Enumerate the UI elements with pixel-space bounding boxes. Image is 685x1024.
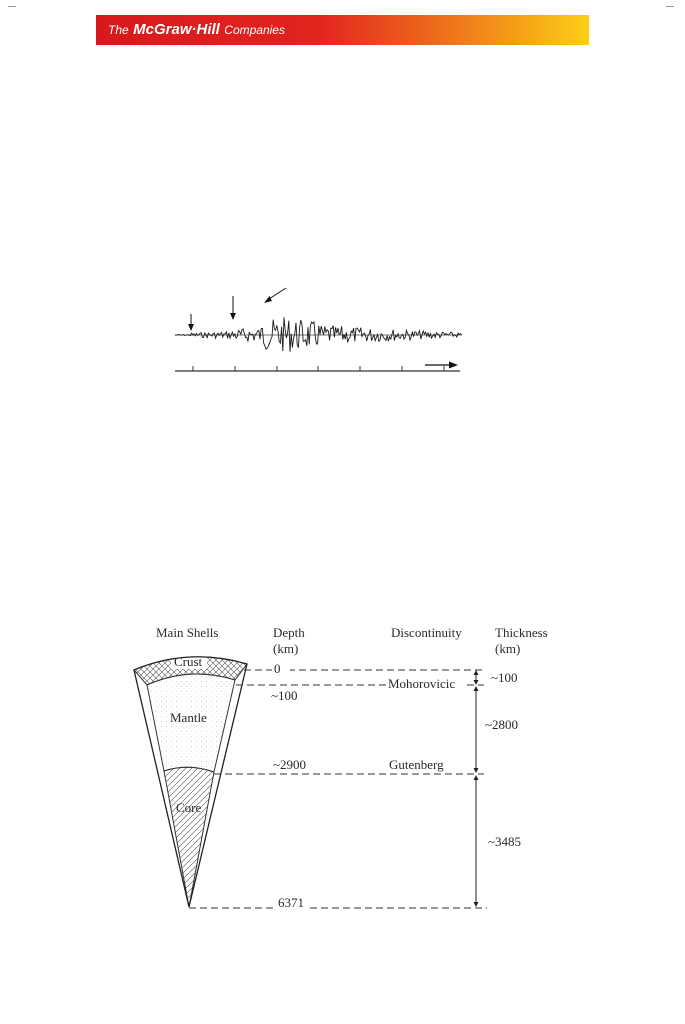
- discontinuity-mohorovicic: Mohorovicic: [388, 676, 456, 691]
- core-wedge: [164, 767, 214, 907]
- brand-prefix: The: [108, 23, 129, 37]
- header-depth-unit: (km): [273, 641, 299, 656]
- depth-label-2900: ~2900: [273, 757, 307, 772]
- header-main-shells: Main Shells: [156, 625, 219, 640]
- header-thickness-unit: (km): [495, 641, 521, 656]
- boundary-lines: [189, 670, 487, 908]
- brand-name: McGraw·Hill: [133, 21, 220, 38]
- header-discontinuity: Discontinuity: [391, 625, 462, 640]
- thickness-arrows: [474, 670, 479, 907]
- brand-suffix: Companies: [224, 23, 285, 37]
- shell-label-crust: Crust: [174, 654, 203, 669]
- thickness-label-100: ~100: [491, 670, 518, 685]
- depth-label-100: ~100: [271, 688, 298, 703]
- thickness-label-3485: ~3485: [488, 834, 522, 849]
- shell-label-core: Core: [176, 800, 202, 815]
- depth-label-0: 0: [274, 661, 281, 676]
- thickness-label-2800: ~2800: [485, 717, 519, 732]
- depth-label-6371: 6371: [278, 895, 304, 910]
- header-thickness: Thickness: [495, 625, 548, 640]
- discontinuity-gutenberg: Gutenberg: [389, 757, 444, 772]
- header-depth: Depth: [273, 625, 305, 640]
- shell-label-mantle: Mantle: [170, 710, 207, 725]
